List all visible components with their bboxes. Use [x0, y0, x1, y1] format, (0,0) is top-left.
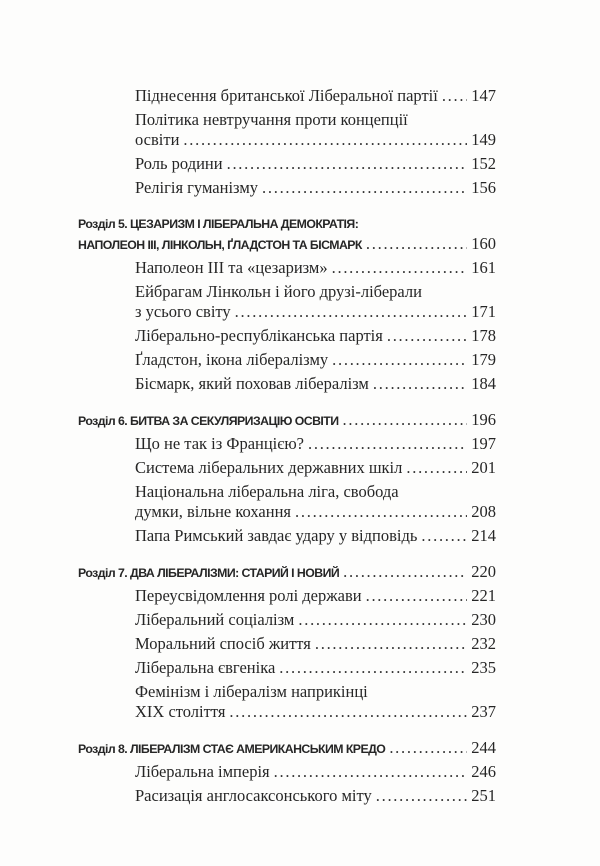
entry-title: Система ліберальних державних шкіл — [135, 458, 403, 477]
dot-leader — [366, 234, 467, 254]
page-number: 221 — [471, 586, 496, 605]
table-of-contents — [78, 86, 496, 806]
toc-entry — [78, 458, 496, 478]
entry-title: Ліберально-республіканська партія — [135, 326, 383, 345]
dot-leader — [343, 410, 468, 430]
page-number: 178 — [471, 326, 496, 345]
dot-leader — [376, 786, 468, 806]
entry-title-line1: Політика невтручання проти концепції — [135, 110, 408, 129]
dot-leader — [332, 258, 468, 278]
dot-leader — [183, 130, 467, 150]
dot-leader — [387, 326, 467, 346]
entry-title: думки, вільне кохання — [135, 502, 292, 521]
page-number: 196 — [471, 410, 496, 429]
page-number: 149 — [471, 130, 496, 149]
page-number: 147 — [471, 86, 496, 105]
page-number: 197 — [471, 434, 496, 453]
dot-leader — [279, 658, 467, 678]
entry-title: Моральний спосіб життя — [135, 634, 311, 653]
dot-leader — [262, 178, 467, 198]
dot-leader — [229, 702, 467, 722]
dot-leader — [373, 374, 467, 394]
page-number: 208 — [471, 502, 496, 521]
chapter-title-line1: Розділ 5. ЦЕЗАРИЗМ І ЛІБЕРАЛЬНА ДЕМОКРАТІЯ: — [78, 217, 359, 231]
toc-entry — [78, 482, 496, 522]
toc-entry — [78, 658, 496, 678]
page-number: 244 — [471, 738, 496, 757]
entry-title: Ґладстон, ікона лібералізму — [135, 350, 329, 369]
dot-leader — [235, 302, 468, 322]
toc-entry — [78, 610, 496, 630]
dot-leader — [298, 610, 467, 630]
chapter-entry — [78, 738, 496, 758]
toc-entry — [78, 86, 496, 106]
toc-entry — [78, 258, 496, 278]
entry-title: Піднесення британської Ліберальної партії — [135, 86, 438, 105]
page-number: 232 — [471, 634, 496, 653]
toc-entry — [78, 634, 496, 654]
toc-entry — [78, 374, 496, 394]
toc-entry — [78, 786, 496, 806]
entry-title: Бісмарк, який поховав лібералізм — [135, 374, 369, 393]
entry-title: Ліберальна імперія — [135, 762, 270, 781]
page-number: 160 — [471, 234, 496, 253]
chapter-entry — [78, 562, 496, 582]
dot-leader — [366, 586, 468, 606]
entry-title: Що не так із Францією? — [135, 434, 304, 453]
entry-title: Наполеон ІІІ та «цезаризм» — [135, 258, 328, 277]
page-number: 237 — [471, 702, 496, 721]
entry-title: освіти — [135, 130, 180, 149]
toc-entry — [78, 762, 496, 782]
dot-leader — [421, 526, 467, 546]
page-number: 251 — [471, 786, 496, 805]
chapter-title: Розділ 6. БИТВА ЗА СЕКУЛЯРИЗАЦІЮ ОСВІТИ — [78, 414, 339, 428]
page-number: 179 — [471, 350, 496, 369]
page-number: 220 — [471, 562, 496, 581]
entry-title: Папа Римський завдає удару у відповідь — [135, 526, 418, 545]
toc-entry — [78, 350, 496, 370]
entry-title: Ліберальний соціалізм — [135, 610, 295, 629]
page-number: 152 — [471, 154, 496, 173]
toc-entry — [78, 326, 496, 346]
page-number: 171 — [471, 302, 496, 321]
dot-leader — [406, 458, 467, 478]
toc-entry — [78, 110, 496, 150]
page-number: 214 — [471, 526, 496, 545]
page-number: 235 — [471, 658, 496, 677]
chapter-entry — [78, 410, 496, 430]
entry-title: з усього світу — [135, 302, 231, 321]
dot-leader — [227, 154, 468, 174]
dot-leader — [343, 562, 467, 582]
toc-entry — [78, 178, 496, 198]
chapter-title: Розділ 7. ДВА ЛІБЕРАЛІЗМИ: СТАРИЙ І НОВИЙ — [78, 566, 340, 580]
entry-title: XIX століття — [135, 702, 226, 721]
chapter-title: НАПОЛЕОН ІІІ, ЛІНКОЛЬН, ҐЛАДСТОН ТА БІСМАРК — [78, 238, 362, 252]
toc-entry — [78, 154, 496, 174]
entry-title: Роль родини — [135, 154, 223, 173]
dot-leader — [389, 738, 467, 758]
page-number: 161 — [471, 258, 496, 277]
chapter-title: Розділ 8. ЛІБЕРАЛІЗМ СТАЄ АМЕРИКАНСЬКИМ КРЕДО — [78, 742, 386, 756]
dot-leader — [274, 762, 468, 782]
dot-leader — [295, 502, 467, 522]
toc-entry — [78, 682, 496, 722]
toc-entry — [78, 526, 496, 546]
entry-title: Расизація англосаксонського міту — [135, 786, 372, 805]
entry-title-line1: Національна ліберальна ліга, свобода — [135, 482, 399, 501]
entry-title-line1: Ейбрагам Лінкольн і його друзі-ліберали — [135, 282, 422, 301]
entry-title: Переусвідомлення ролі держави — [135, 586, 362, 605]
page-number: 156 — [471, 178, 496, 197]
toc-entry — [78, 434, 496, 454]
entry-title: Релігія гуманізму — [135, 178, 259, 197]
entry-title: Ліберальна євгеніка — [135, 658, 276, 677]
dot-leader — [315, 634, 467, 654]
dot-leader — [332, 350, 467, 370]
toc-entry — [78, 586, 496, 606]
page-number: 201 — [471, 458, 496, 477]
dot-leader — [442, 86, 467, 106]
page-number: 184 — [471, 374, 496, 393]
page-number: 230 — [471, 610, 496, 629]
toc-entry — [78, 282, 496, 322]
chapter-entry — [78, 214, 496, 254]
page-number: 246 — [471, 762, 496, 781]
dot-leader — [308, 434, 467, 454]
entry-title-line1: Фемінізм і лібералізм наприкінці — [135, 682, 368, 701]
